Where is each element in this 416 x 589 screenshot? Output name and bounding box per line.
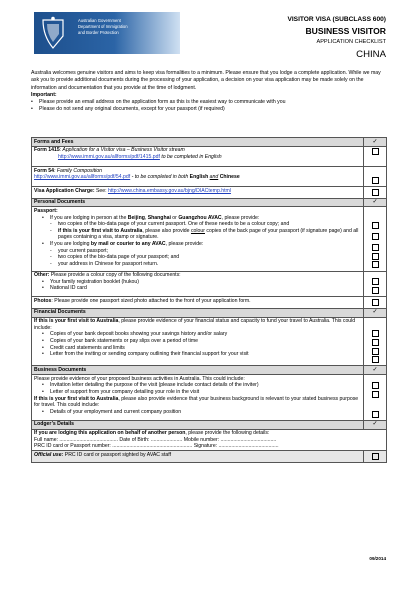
checkbox[interactable] — [372, 391, 379, 398]
list-item — [34, 338, 361, 345]
dash-icon: - — [50, 260, 52, 267]
table-row — [32, 317, 387, 366]
list-item — [34, 345, 361, 352]
section-header-personal — [32, 198, 387, 207]
other-label: Other: — [34, 272, 50, 279]
checkbox[interactable] — [372, 348, 379, 355]
form-note: to be completed in English — [159, 153, 222, 160]
list-item — [34, 331, 361, 338]
dash-icon: - — [50, 254, 52, 261]
table-row — [32, 375, 387, 421]
checkbox[interactable] — [372, 299, 379, 306]
form-note: Chinese — [219, 174, 240, 181]
item-text: , — [144, 214, 148, 221]
checkbox[interactable] — [372, 222, 379, 229]
list-item — [34, 228, 361, 241]
item-text: Copies of your bank statements or pay slips over a period of time — [50, 337, 199, 344]
checkbox[interactable] — [372, 330, 379, 337]
photos-text: : Please provide one passport sized photo attached to the front of your application form. — [51, 297, 251, 304]
item-text: two copies of the bio-data page of your current passport. One of these needs to be a colour copy; and — [58, 221, 290, 228]
item-text: Copies of your bank deposit books showing your savings history and/or salary — [50, 331, 228, 338]
list-item — [34, 215, 361, 222]
list-item — [34, 382, 361, 389]
city-name: Guangzhou AVAC — [178, 214, 222, 221]
bullet-icon: • — [42, 388, 44, 395]
official-use-text: PRC ID card or passport sighted by AVAC staff — [63, 452, 172, 459]
coat-of-arms-icon — [38, 16, 68, 50]
form-note: and — [209, 174, 219, 181]
country-title: CHINA — [356, 49, 386, 60]
form-54-link[interactable]: http://www.immi.gov.au/allforms/pdf/54.pdf — [34, 174, 131, 181]
bullet-icon: • — [42, 241, 44, 248]
charge-see: See: — [94, 187, 108, 194]
intro-section — [31, 70, 387, 114]
table-row — [32, 297, 387, 309]
item-text: Letter from the inviting or sending company outlining their financial support for your visit — [50, 351, 249, 358]
city-name: Beijing — [127, 214, 145, 221]
form-note: English — [189, 174, 209, 181]
item-text: National ID card — [50, 285, 87, 292]
item-text: Your family registration booklet (hukou) — [50, 278, 139, 285]
section-title: Personal Documents — [32, 198, 364, 207]
list-item — [34, 285, 361, 292]
table-row — [32, 207, 387, 271]
bullet-icon: • — [42, 408, 44, 415]
item-text: if this is your first visit to Australia — [58, 227, 143, 234]
bullet-icon: • — [42, 331, 44, 338]
important-bullet — [31, 99, 387, 106]
list-item — [34, 351, 361, 358]
checkbox[interactable] — [372, 244, 379, 251]
visa-subclass: VISITOR VISA (SUBCLASS 600) — [287, 16, 386, 23]
item-text: Details of your employment and current company position — [50, 408, 182, 415]
checkbox[interactable] — [372, 148, 379, 155]
bullet-icon: • — [42, 382, 44, 389]
section-header-business — [32, 366, 387, 375]
bullet-icon: • — [42, 337, 44, 344]
important-bullet — [31, 106, 387, 113]
charge-link[interactable]: http://www.china.embassy.gov.au/bjng/DIACtemp.html — [108, 187, 231, 194]
item-text: If you are lodging — [50, 241, 91, 248]
table-row — [32, 271, 387, 297]
form-label: Form 54 — [34, 167, 54, 174]
other-text: Please provide a colour copy of the following documents: — [49, 272, 181, 279]
table-row — [32, 429, 387, 451]
list-item — [34, 248, 361, 255]
agency-line: Australian Government — [78, 18, 121, 23]
item-text: by mail or courier to any AVAC — [90, 241, 166, 248]
intro-bold: If you are lodging this application on behalf of another person — [34, 430, 186, 437]
form-label: Form 1415 — [34, 147, 60, 154]
table-row — [32, 146, 387, 166]
intro-text: , please provide evidence of your financial status and capacity to fund your travel to Australia. This could include: — [34, 318, 356, 331]
checkbox[interactable] — [372, 261, 379, 268]
lodger-details-line[interactable]: Full name: ......................................... Date of Birth: ...................... Mobile number: ....................................... — [34, 436, 277, 443]
bullet-icon: • — [42, 278, 44, 285]
tick-icon: ✓ — [364, 366, 387, 375]
section-title: Lodger’s Details — [32, 420, 364, 429]
list-item — [34, 241, 361, 248]
checkbox[interactable] — [372, 253, 379, 260]
checkbox[interactable] — [372, 278, 379, 285]
bullet-icon: • — [31, 106, 33, 113]
form-title: : Application for a Visitor visa – Business Visitor stream — [59, 147, 185, 154]
important-label: Important: — [31, 91, 57, 98]
tick-icon: ✓ — [364, 308, 387, 317]
item-text: Letter of support from your company detailing your role in the visit — [50, 388, 200, 395]
checkbox[interactable] — [372, 233, 379, 240]
passport-label: Passport: — [34, 208, 58, 215]
bullet-icon: • — [42, 351, 44, 358]
checkbox[interactable] — [372, 287, 379, 294]
form-note: - to be completed in — [130, 174, 179, 181]
intro-bold: If this is your first visit to Australia — [34, 318, 119, 325]
item-text: or — [170, 214, 179, 221]
checkbox[interactable] — [372, 189, 379, 196]
intro-text: Please provide evidence of your proposed business activities in Australia. This could include: — [34, 375, 245, 382]
bullet-icon: • — [31, 99, 33, 106]
section-header-forms — [32, 138, 387, 147]
dash-icon: - — [50, 227, 52, 234]
item-text: copies of the back page of your passport (if signature page) and all pages containing a visa, stamp or signature. — [58, 227, 359, 241]
stream-title: BUSINESS VISITOR — [305, 26, 386, 36]
bullet-icon: • — [42, 344, 44, 351]
list-item — [34, 409, 361, 416]
item-text: your address in Chinese for passport return. — [58, 260, 159, 267]
checkbox[interactable] — [372, 339, 379, 346]
list-item — [34, 279, 361, 286]
item-text: Invitation letter detailing the purpose of the visit (please include contact details of the inviter) — [50, 382, 259, 389]
dash-icon: - — [50, 247, 52, 254]
tick-icon: ✓ — [364, 138, 387, 147]
item-text: , please provide: — [221, 214, 260, 221]
checkbox[interactable] — [372, 453, 379, 460]
form-1415-link[interactable]: http://www.immi.gov.au/allforms/pdf/1415.pdf — [58, 153, 160, 160]
bullet-icon: • — [42, 285, 44, 292]
list-item — [34, 254, 361, 261]
item-text: If you are lodging in person at the — [50, 214, 128, 221]
charge-label: Visa Application Charge: — [34, 187, 95, 194]
section-header-lodger — [32, 420, 387, 429]
table-row — [32, 451, 387, 463]
form-note: both — [178, 174, 189, 181]
section-title: Forms and Fees — [32, 138, 364, 147]
tick-icon: ✓ — [364, 420, 387, 429]
city-name: Shanghai — [147, 214, 171, 221]
bullet-text: Please provide an email address on the application form as this is the easiest way to communicate with you — [39, 99, 286, 106]
list-item — [34, 261, 361, 268]
agency-line: Department of Immigration — [78, 24, 128, 29]
checkbox[interactable] — [372, 382, 379, 389]
table-row — [32, 187, 387, 199]
section-header-financial — [32, 308, 387, 317]
section-title: Business Documents — [32, 366, 364, 375]
checkbox[interactable] — [372, 356, 379, 363]
item-text: two copies of the bio-data page of your passport; and — [58, 254, 180, 261]
agency-name — [78, 18, 128, 36]
checkbox[interactable] — [372, 177, 379, 184]
document-type: APPLICATION CHECKLIST — [316, 39, 386, 45]
tick-icon: ✓ — [364, 198, 387, 207]
checklist-table — [31, 137, 387, 463]
section-title: Financial Documents — [32, 308, 364, 317]
bullet-text: Please do not send any original documents, except for your passport (if required) — [39, 106, 225, 113]
item-text: , please provide: — [165, 241, 204, 248]
footer-date: 09/2014 — [369, 556, 386, 561]
intro-paragraph: Australia welcomes genuine visitors and aims to keep visa formalities to a minimum. Please ensure that you lodge a complete application. While we may ask you to provide additional documents during the processing of your application, a decision on your visa application may be made solely on the information and documentation that you provide at the time of lodgment. — [31, 70, 381, 91]
form-title: : Family Composition — [54, 167, 102, 174]
table-row — [32, 166, 387, 186]
lodger-id-line[interactable]: PRC ID card or Passport number: ........................................................ Signature: .......................................... — [34, 443, 279, 450]
list-item — [34, 221, 361, 228]
item-text: , please also provide — [142, 227, 191, 234]
intro-bold: If this is your first visit to Australia — [34, 395, 119, 402]
official-use-label: Official use: — [34, 452, 64, 459]
item-text: colour — [190, 227, 205, 234]
intro-text: , please provide the following details: — [185, 430, 270, 437]
list-item — [34, 389, 361, 396]
bullet-icon: • — [42, 214, 44, 221]
photos-label: Photos — [34, 297, 52, 304]
item-text: your current passport; — [58, 247, 109, 254]
government-logo — [34, 12, 180, 54]
intro-text: , please also provide evidence that your business background is relevant to your stated business purpose for travel. This could include: — [34, 395, 359, 409]
item-text: Credit card statements and limits — [50, 344, 125, 351]
agency-line: and Border Protection — [78, 30, 119, 35]
dash-icon: - — [50, 221, 52, 228]
checkbox[interactable] — [372, 411, 379, 418]
